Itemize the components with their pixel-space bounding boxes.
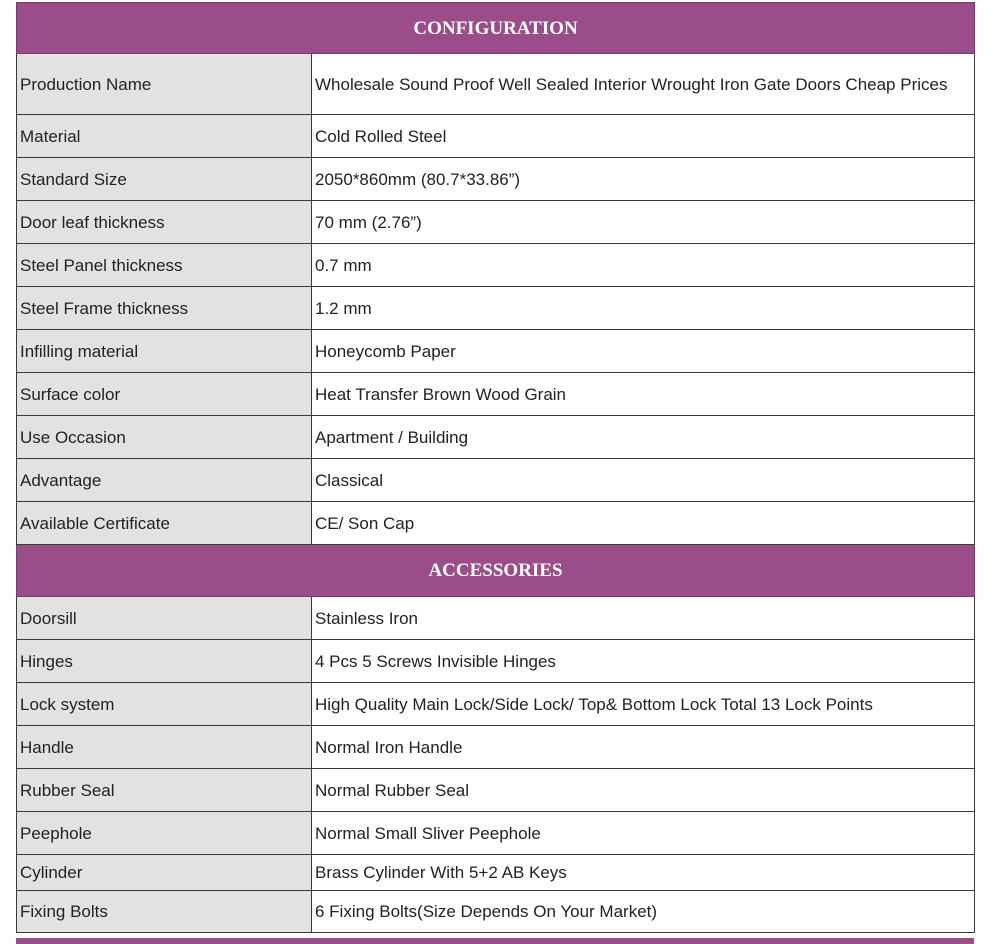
spec-value: CE/ Son Cap [312, 502, 975, 545]
spec-label: Infilling material [17, 330, 312, 373]
table-row [17, 244, 975, 287]
spec-label: Steel Panel thickness [17, 244, 312, 287]
accessory-label: Rubber Seal [17, 769, 312, 812]
product-spec-table [16, 2, 975, 933]
accessory-label: Hinges [17, 640, 312, 683]
spec-value: Classical [312, 459, 975, 502]
table-row [17, 769, 975, 812]
accessory-value: Normal Iron Handle [312, 726, 975, 769]
accessory-value: Normal Rubber Seal [312, 769, 975, 812]
table-row [17, 459, 975, 502]
table-row [17, 330, 975, 373]
spec-label: Standard Size [17, 158, 312, 201]
spec-label: Production Name [17, 54, 312, 115]
spec-value: Wholesale Sound Proof Well Sealed Interior Wrought Iron Gate Doors Cheap Prices [312, 54, 975, 115]
spec-label: Use Occasion [17, 416, 312, 459]
spec-label: Advantage [17, 459, 312, 502]
table-row [17, 115, 975, 158]
table-row [17, 812, 975, 855]
table-row [17, 416, 975, 459]
table-row [17, 287, 975, 330]
spec-label: Steel Frame thickness [17, 287, 312, 330]
table-row [17, 373, 975, 416]
configuration-header-row [17, 3, 975, 54]
spec-value: Heat Transfer Brown Wood Grain [312, 373, 975, 416]
spec-value: 2050*860mm (80.7*33.86”) [312, 158, 975, 201]
configuration-title: CONFIGURATION [17, 3, 975, 54]
accessory-label: Peephole [17, 812, 312, 855]
accessories-header-row [17, 545, 975, 597]
table-row [17, 726, 975, 769]
table-row [17, 158, 975, 201]
accessory-label: Doorsill [17, 597, 312, 640]
spec-value: 1.2 mm [312, 287, 975, 330]
accessory-label: Cylinder [17, 855, 312, 891]
spec-value: Honeycomb Paper [312, 330, 975, 373]
table-row [17, 640, 975, 683]
accessory-value: 6 Fixing Bolts(Size Depends On Your Market) [312, 891, 975, 933]
spec-label: Surface color [17, 373, 312, 416]
accessory-value: High Quality Main Lock/Side Lock/ Top& Bottom Lock Total 13 Lock Points [312, 683, 975, 726]
table-row [17, 683, 975, 726]
bottom-divider [16, 938, 974, 944]
spec-value: 70 mm (2.76”) [312, 201, 975, 244]
accessories-title: ACCESSORIES [17, 545, 975, 597]
table-row [17, 201, 975, 244]
spec-label: Door leaf thickness [17, 201, 312, 244]
accessory-value: Brass Cylinder With 5+2 AB Keys [312, 855, 975, 891]
spec-value: Cold Rolled Steel [312, 115, 975, 158]
accessory-value: 4 Pcs 5 Screws Invisible Hinges [312, 640, 975, 683]
table-row [17, 855, 975, 891]
accessory-label: Fixing Bolts [17, 891, 312, 933]
spec-label: Material [17, 115, 312, 158]
spec-value: Apartment / Building [312, 416, 975, 459]
table-row [17, 891, 975, 933]
accessory-value: Stainless Iron [312, 597, 975, 640]
accessory-label: Handle [17, 726, 312, 769]
table-row [17, 54, 975, 115]
table-row [17, 597, 975, 640]
spec-label: Available Certificate [17, 502, 312, 545]
spec-value: 0.7 mm [312, 244, 975, 287]
accessory-value: Normal Small Sliver Peephole [312, 812, 975, 855]
table-row [17, 502, 975, 545]
accessory-label: Lock system [17, 683, 312, 726]
